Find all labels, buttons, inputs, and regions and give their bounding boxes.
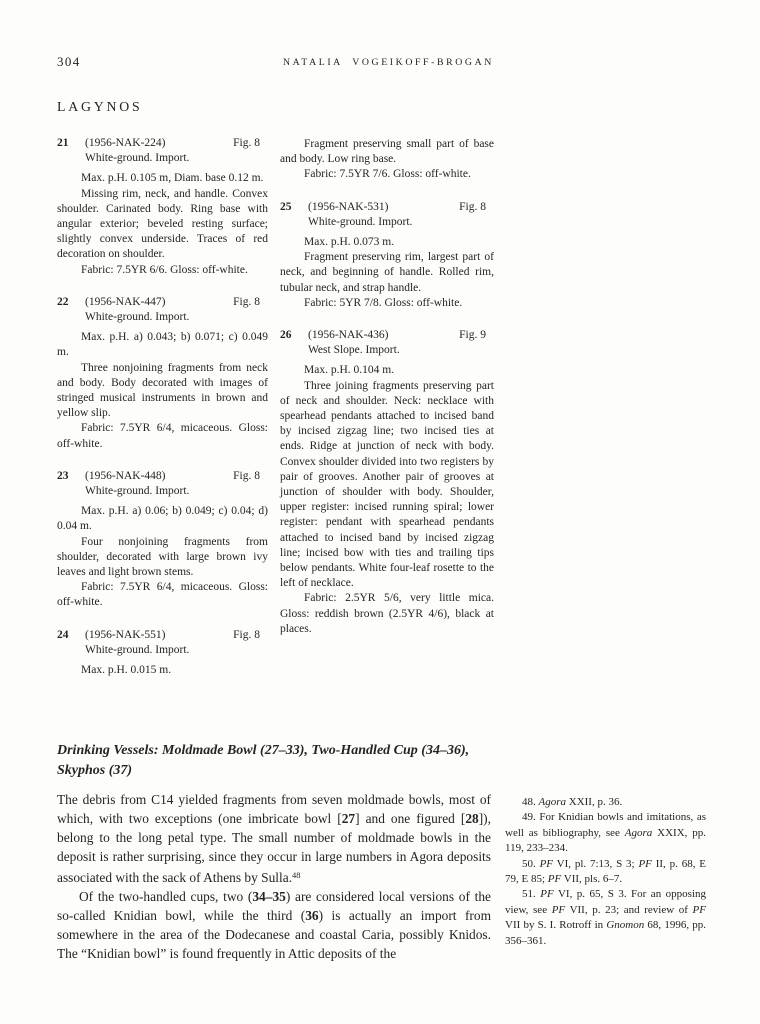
- entry-paragraphs: [280, 137, 494, 183]
- text-segment: 48.: [522, 796, 539, 808]
- entry-paragraphs: [57, 171, 268, 277]
- section-heading: LAGYNOS: [57, 99, 143, 114]
- entry-figure-ref: Fig. 8: [233, 469, 260, 482]
- entry-heading: [57, 295, 268, 310]
- entry-paragraph: Fabric: 5YR 7/8. Gloss: off-white.: [304, 296, 463, 309]
- catalog-entry-21: [57, 136, 268, 278]
- entry-paragraph: Max. p.H. 0.105 m, Diam. base 0.12 m.: [81, 172, 264, 185]
- text-segment: ]), belong to the long petal type. The small number of moldmade bowls in the deposit is rather surprising, since they occur in large numbers in Agora deposits associated with the sack of Athens by Sulla.: [57, 811, 491, 885]
- entry-heading: [280, 200, 494, 215]
- entry-ware: White-ground. Import.: [308, 215, 413, 228]
- footnote: [505, 795, 706, 810]
- entry-paragraphs: [57, 663, 268, 678]
- text-segment: 48: [292, 870, 301, 880]
- entry-paragraph: Max. p.H. 0.015 m.: [81, 664, 172, 677]
- footnote: [505, 810, 706, 856]
- entry-figure-ref: Fig. 8: [233, 137, 260, 149]
- entry-figure-ref: Fig. 8: [233, 628, 260, 641]
- text-segment: VII by S. I. Rotroff in: [505, 919, 607, 932]
- text-segment: Agora: [624, 826, 653, 839]
- entry-ware: White-ground. Import.: [85, 152, 190, 165]
- entry-paragraph: Max. p.H. a) 0.06; b) 0.049; c) 0.04; d) 0.04 m.: [57, 505, 268, 533]
- entry-inventory-id: (1956-NAK-224): [85, 137, 166, 149]
- entry-paragraph: Fabric: 7.5YR 7/6. Gloss: off-white.: [304, 168, 471, 181]
- text-segment: 28: [465, 811, 479, 826]
- entry-number: 22: [57, 295, 69, 308]
- catalog-entry-continuation: [280, 137, 494, 183]
- entry-paragraph: Three nonjoining fragments from neck and body. Body decorated with images of stringed musical instruments in brown and yellow slip.: [57, 361, 268, 420]
- catalog-entry-23: [57, 469, 268, 611]
- text-segment: PF: [547, 873, 562, 886]
- text-segment: 34–35: [252, 889, 286, 904]
- footnotes: [505, 795, 706, 949]
- text-segment: 27: [341, 811, 356, 826]
- text-segment: PF: [692, 903, 706, 916]
- text-segment: 50.: [522, 857, 540, 870]
- catalog-column-left: [57, 136, 268, 695]
- subsection-heading: Drinking Vessels: Moldmade Bowl (27–33), Two-Handled Cup (34–36), Skyphos (37): [57, 743, 470, 778]
- footnote: [505, 887, 706, 949]
- body-paragraph: [57, 790, 491, 887]
- entry-heading: [57, 628, 268, 643]
- entry-paragraph: Fragment preserving small part of base and body. Low ring base.: [280, 138, 494, 166]
- entry-heading: [57, 469, 268, 484]
- entry-paragraph: Fragment preserving rim, largest part of neck, and beginning of handle. Rolled rim, tubular neck, and strap handle.: [280, 251, 494, 294]
- text-segment: 68, 1996, pp. 356–361.: [505, 919, 707, 947]
- entry-inventory-id: (1956-NAK-531): [308, 200, 389, 213]
- entry-paragraph: Missing rim, neck, and handle. Convex shoulder. Carinated body. Ring base with angular exterior; beveled resting surface; slightly convex underside. Traces of red decoration on shoulder.: [57, 187, 268, 261]
- entry-paragraphs: [57, 504, 268, 610]
- entry-paragraph: Fabric: 7.5YR 6/4, micaceous. Gloss: off-white.: [57, 422, 268, 450]
- entry-inventory-id: (1956-NAK-436): [308, 329, 389, 342]
- text-segment: Gnomon: [606, 919, 645, 932]
- entry-heading: [57, 136, 268, 151]
- text-segment: 36: [305, 908, 319, 923]
- text-segment: XXII, p. 36.: [566, 796, 623, 808]
- text-segment: PF: [540, 888, 554, 901]
- text-segment: PF: [638, 857, 652, 870]
- text-segment: Agora: [538, 796, 566, 808]
- entry-figure-ref: Fig. 8: [459, 200, 486, 213]
- entry-paragraph: Max. p.H. a) 0.043; b) 0.071; c) 0.049 m.: [57, 331, 268, 359]
- entry-paragraph: Four nonjoining fragments from shoulder, decorated with large brown ivy leaves and light brown stems.: [57, 535, 268, 579]
- body-text: [57, 790, 491, 963]
- entry-paragraph: Fabric: 2.5YR 5/6, very little mica. Gloss: reddish brown (2.5YR 4/6), black at places.: [280, 592, 494, 635]
- entry-number: 25: [280, 200, 292, 213]
- text-segment: The debris from C14 yielded fragments from seven moldmade bowls, most of which, with two exceptions (one imbricate bowl [: [57, 792, 491, 826]
- entry-heading: [280, 328, 494, 343]
- entry-inventory-id: (1956-NAK-448): [85, 469, 166, 482]
- text-segment: 49. For Knidian bowls and imitations, as well as bibliography, see: [505, 811, 706, 839]
- entry-paragraphs: [280, 363, 494, 637]
- text-segment: ) is actually an import from somewhere in the area of the Dodecanese and coastal Caria, possibly Knidos. The “Knidian bowl” is found frequently in Attic deposits of the: [57, 908, 491, 961]
- entry-number: 26: [280, 329, 292, 342]
- entry-paragraphs: [280, 235, 494, 311]
- catalog-column-right: [280, 137, 494, 654]
- text-segment: Of the two-handled cups, two (: [79, 889, 253, 904]
- entry-inventory-id: (1956-NAK-447): [85, 295, 166, 308]
- page-number: 304: [57, 54, 81, 69]
- entry-figure-ref: Fig. 9: [459, 329, 486, 342]
- entry-ware: White-ground. Import.: [85, 311, 190, 324]
- catalog-entry-22: [57, 295, 268, 452]
- footnote: [505, 857, 706, 888]
- text-segment: ] and one figured [: [355, 811, 466, 826]
- text-segment: VI, pl. 7:13, S 3;: [553, 857, 639, 870]
- catalog-entry-25: [280, 200, 494, 311]
- text-segment: VII, pls. 6–7.: [561, 873, 623, 886]
- text-segment: XXIX, pp. 119, 233–234.: [505, 826, 706, 855]
- text-segment: VII, p. 23; and review of: [565, 903, 693, 916]
- entry-paragraph: Max. p.H. 0.104 m.: [304, 364, 395, 377]
- entry-paragraph: Fabric: 7.5YR 6/4, micaceous. Gloss: off-white.: [57, 581, 268, 609]
- entry-number: 24: [57, 628, 69, 641]
- entry-ware: West Slope. Import.: [308, 344, 400, 357]
- text-segment: PF: [539, 857, 554, 870]
- entry-number: 23: [57, 469, 69, 482]
- entry-number: 21: [57, 137, 69, 149]
- text-segment: VI, p. 65, S 3. For an opposing view, see: [505, 888, 707, 916]
- catalog-entry-24: [57, 628, 268, 679]
- body-paragraph: [57, 887, 491, 963]
- entry-paragraph: Three joining fragments preserving part of neck and shoulder. Neck: necklace with spearhead pendants attached to incised band by incised zigzag line; two incised ties at ends. Ridge at junction of neck with body. Convex shoulder divided into two registers by pair of grooves. Another pair of grooves at junction of shoulder with body. Shoulder, upper register: incised running spiral; lower register: pendant with spearhead pendants attached to incised band by incised zigzag line; incised bow with ties and trailing tips below pendants. White four-leaf rosette to the left of necklace.: [280, 379, 494, 590]
- text-segment: PF: [551, 903, 566, 916]
- entry-paragraph: Max. p.H. 0.073 m.: [304, 236, 395, 249]
- running-head: NATALIA VOGEIKOFF-BROGAN: [283, 57, 494, 68]
- entry-figure-ref: Fig. 8: [233, 295, 260, 308]
- entry-inventory-id: (1956-NAK-551): [85, 628, 166, 641]
- entry-paragraphs: [57, 330, 268, 452]
- entry-ware: White-ground. Import.: [85, 643, 190, 656]
- catalog-entry-26: [280, 328, 494, 637]
- entry-paragraph: Fabric: 7.5YR 6/6. Gloss: off-white.: [81, 263, 248, 276]
- text-segment: 51.: [522, 888, 541, 901]
- text-segment: ) are considered local versions of the so-called Knidian bowl, while the third (: [57, 889, 492, 923]
- entry-ware: White-ground. Import.: [85, 485, 190, 498]
- text-segment: II, p. 68, E 79, E 85;: [505, 857, 706, 886]
